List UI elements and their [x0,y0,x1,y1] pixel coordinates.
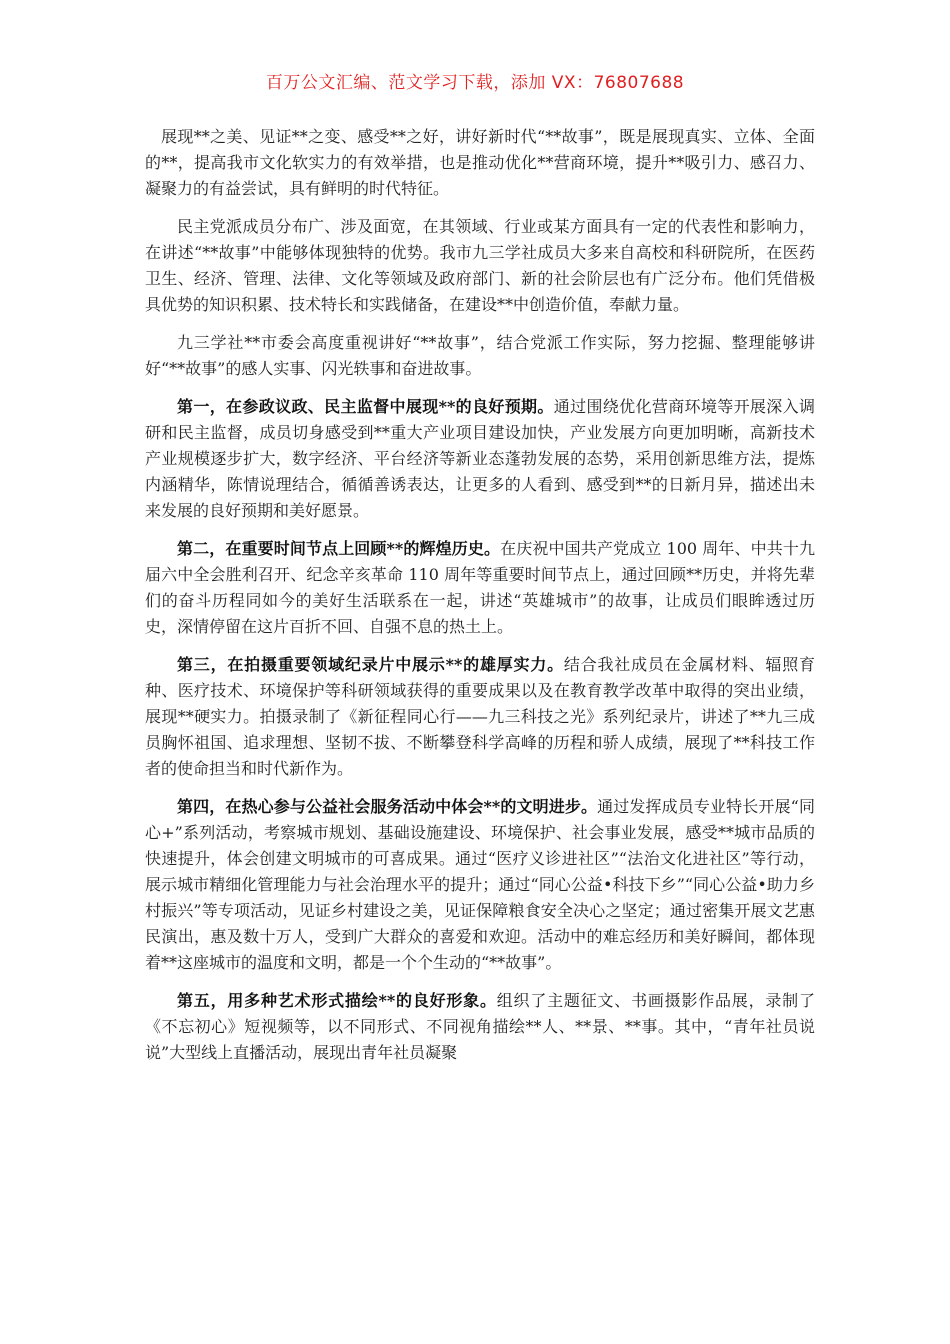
document-body [145,124,815,1078]
paragraph-lead: 第四，在热心参与公益社会服务活动中体会**的文明进步。 [177,797,598,816]
paragraph-intro [145,124,815,202]
paragraph-point-4 [145,794,815,976]
paragraph-democratic-parties [145,214,815,318]
paragraph-point-3 [145,652,815,782]
paragraph-text: 九三学社**市委会高度重视讲好“**故事”，结合党派工作实际，努力挖掘、整理能够讲好“**故事”的感人实事、闪光轶事和奋进故事。 [145,333,815,378]
paragraph-text: 在庆祝中国共产党成立 100 周年、中共十九届六中全会胜利召开、纪念辛亥革命 110 周年等重要时间节点上，通过回顾**历史，并将先辈们的奋斗历程同如今的美好生活联系在一起，讲述“英雄城市”的故事，让成员们眼眸透过历史，深情停留在这片百折不回、自强不息的热土上。 [145,539,815,636]
paragraph-text: 结合我社成员在金属材料、辐照育种、医疗技术、环境保护等科研领域获得的重要成果以及在教育教学改革中取得的突出业绩，展现**硬实力。拍摄录制了《新征程同心行——九三科技之光》系列纪录片，讲述了**九三成员胸怀祖国、追求理想、坚韧不拔、不断攀登科学高峰的历程和骄人成绩，展现了**科技工作者的使命担当和时代新作为。 [145,655,815,778]
paragraph-text: 通过围绕优化营商环境等开展深入调研和民主监督，成员切身感受到**重大产业项目建设加快，产业发展方向更加明晰，高新技术产业规模逐步扩大，数字经济、平台经济等新业态蓬勃发展的态势，采用创新思维方法，提炼内涵精华，陈情说理结合，循循善诱表达，让更多的人看到、感受到**的日新月异，描述出未来发展的良好预期和美好愿景。 [145,397,815,520]
paragraph-point-1 [145,394,815,524]
paragraph-lead: 第三，在拍摄重要领域纪录片中展示**的雄厚实力。 [177,655,564,674]
paragraph-lead: 第一，在参政议政、民主监督中展现**的良好预期。 [177,397,554,416]
paragraph-text: 民主党派成员分布广、涉及面宽，在其领域、行业或某方面具有一定的代表性和影响力，在讲述“**故事”中能够体现独特的优势。我市九三学社成员大多来自高校和科研院所，在医药卫生、经济、管理、法律、文化等领域及政府部门、新的社会阶层也有广泛分布。他们凭借极具优势的知识积累、技术特长和实践储备，在建设**中创造价值，奉献力量。 [145,217,815,314]
paragraph-text: 通过发挥成员专业特长开展“同心+”系列活动，考察城市规划、基础设施建设、环境保护、社会事业发展，感受**城市品质的快速提升，体会创建文明城市的可喜成果。通过“医疗义诊进社区”“法治文化进社区”等行动，展示城市精细化管理能力与社会治理水平的提升；通过“同心公益•科技下乡”“同心公益•助力乡村振兴”等专项活动，见证乡村建设之美，见证保障粮食安全决心之坚定；通过密集开展文艺惠民演出，惠及数十万人，受到广大群众的喜爱和欢迎。活动中的难忘经历和美好瞬间，都体现着**这座城市的温度和文明，都是一个个生动的“**故事”。 [145,797,815,972]
paragraph-jiusan [145,330,815,382]
paragraph-lead: 第二，在重要时间节点上回顾**的辉煌历史。 [177,539,501,558]
paragraph-point-2 [145,536,815,640]
paragraph-point-5 [145,988,815,1066]
paragraph-text: 组织了主题征文、书画摄影作品展，录制了《不忘初心》短视频等，以不同形式、不同视角描绘**人、**景、**事。其中，“青年社员说说”大型线上直播活动，展现出青年社员凝聚 [145,991,815,1062]
paragraph-lead: 第五，用多种艺术形式描绘**的良好形象。 [177,991,497,1010]
paragraph-text: 展现**之美、见证**之变、感受**之好，讲好新时代“**故事”，既是展现真实、立体、全面的**，提高我市文化软实力的有效举措，也是推动优化**营商环境，提升**吸引力、感召力、凝聚力的有益尝试，具有鲜明的时代特征。 [145,127,815,198]
watermark-header: 百万公文汇编、范文学习下载，添加 VX：76807688 [265,73,685,93]
